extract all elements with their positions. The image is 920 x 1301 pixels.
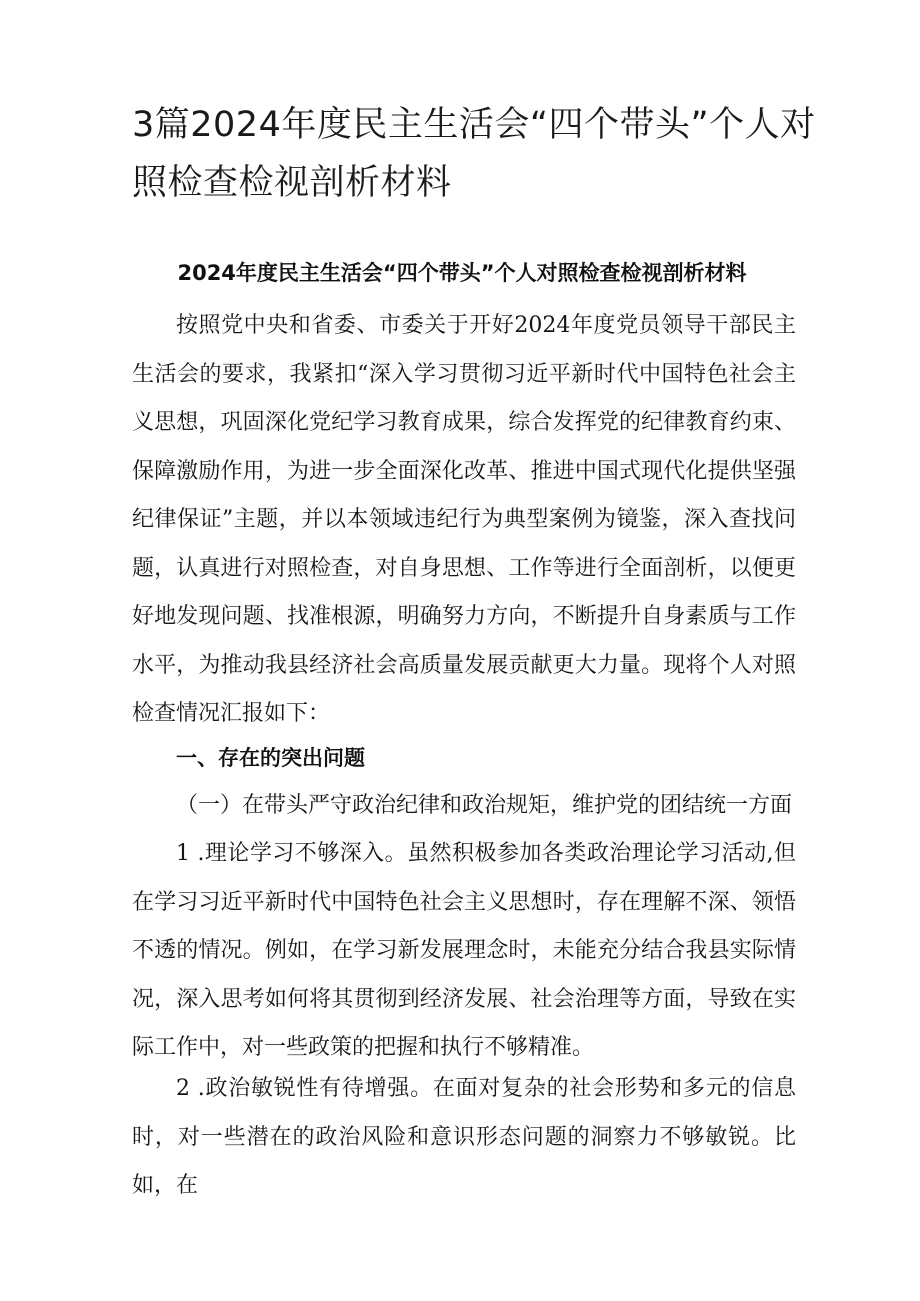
problem-item-2: 2 .政治敏锐性有待增强。在面对复杂的社会形势和多元的信息时，对一些潜在的政治风险和意识形态问题的洞察力不够敏锐。比如，在 [132,1076,796,1198]
document-subtitle: 2024年度民主生活会“四个带头”个人对照检查检视剖析材料 [177,261,747,285]
subsection-heading: （一）在带头严守政治纪律和政治规矩，维护党的团结统一方面 [176,793,793,818]
section-heading: 一、存在的突出问题 [176,746,365,770]
problem-item-1: 1 .理论学习不够深入。虽然积极参加各类政治理论学习活动,但在学习习近平新时代中国特色社会主义思想时，存在理解不深、领悟不透的情况。例如，在学习新发展理念时，未能充分结合我县实际情况，深入思考如何将其贯彻到经济发展、社会治理等方面，导致在实际工作中，对一些政策的把握和执行不够精准。 [132,841,796,1060]
intro-paragraph: 按照党中央和省委、市委关于开好2024年度党员领导干部民主生活会的要求，我紧扣“深入学习贯彻习近平新时代中国特色社会主义思想，巩固深化党纪学习教育成果，综合发挥党的纪律教育约束、保障激励作用，为进一步全面深化改革、推进中国式现代化提供坚强纪律保证”主题，并以本领域违纪行为典型案例为镜鉴，深入查找问题，认真进行对照检查，对自身思想、工作等进行全面剖析，以便更好地发现问题、找准根源，明确努力方向，不断提升自身素质与工作水平，为推动我县经济社会高质量发展贡献更大力量。现将个人对照检查情况汇报如下： [132,313,796,726]
document-title: 3篇2024年度民主生活会“四个带头”个人对照检查检视剖析材料 [132,105,816,203]
